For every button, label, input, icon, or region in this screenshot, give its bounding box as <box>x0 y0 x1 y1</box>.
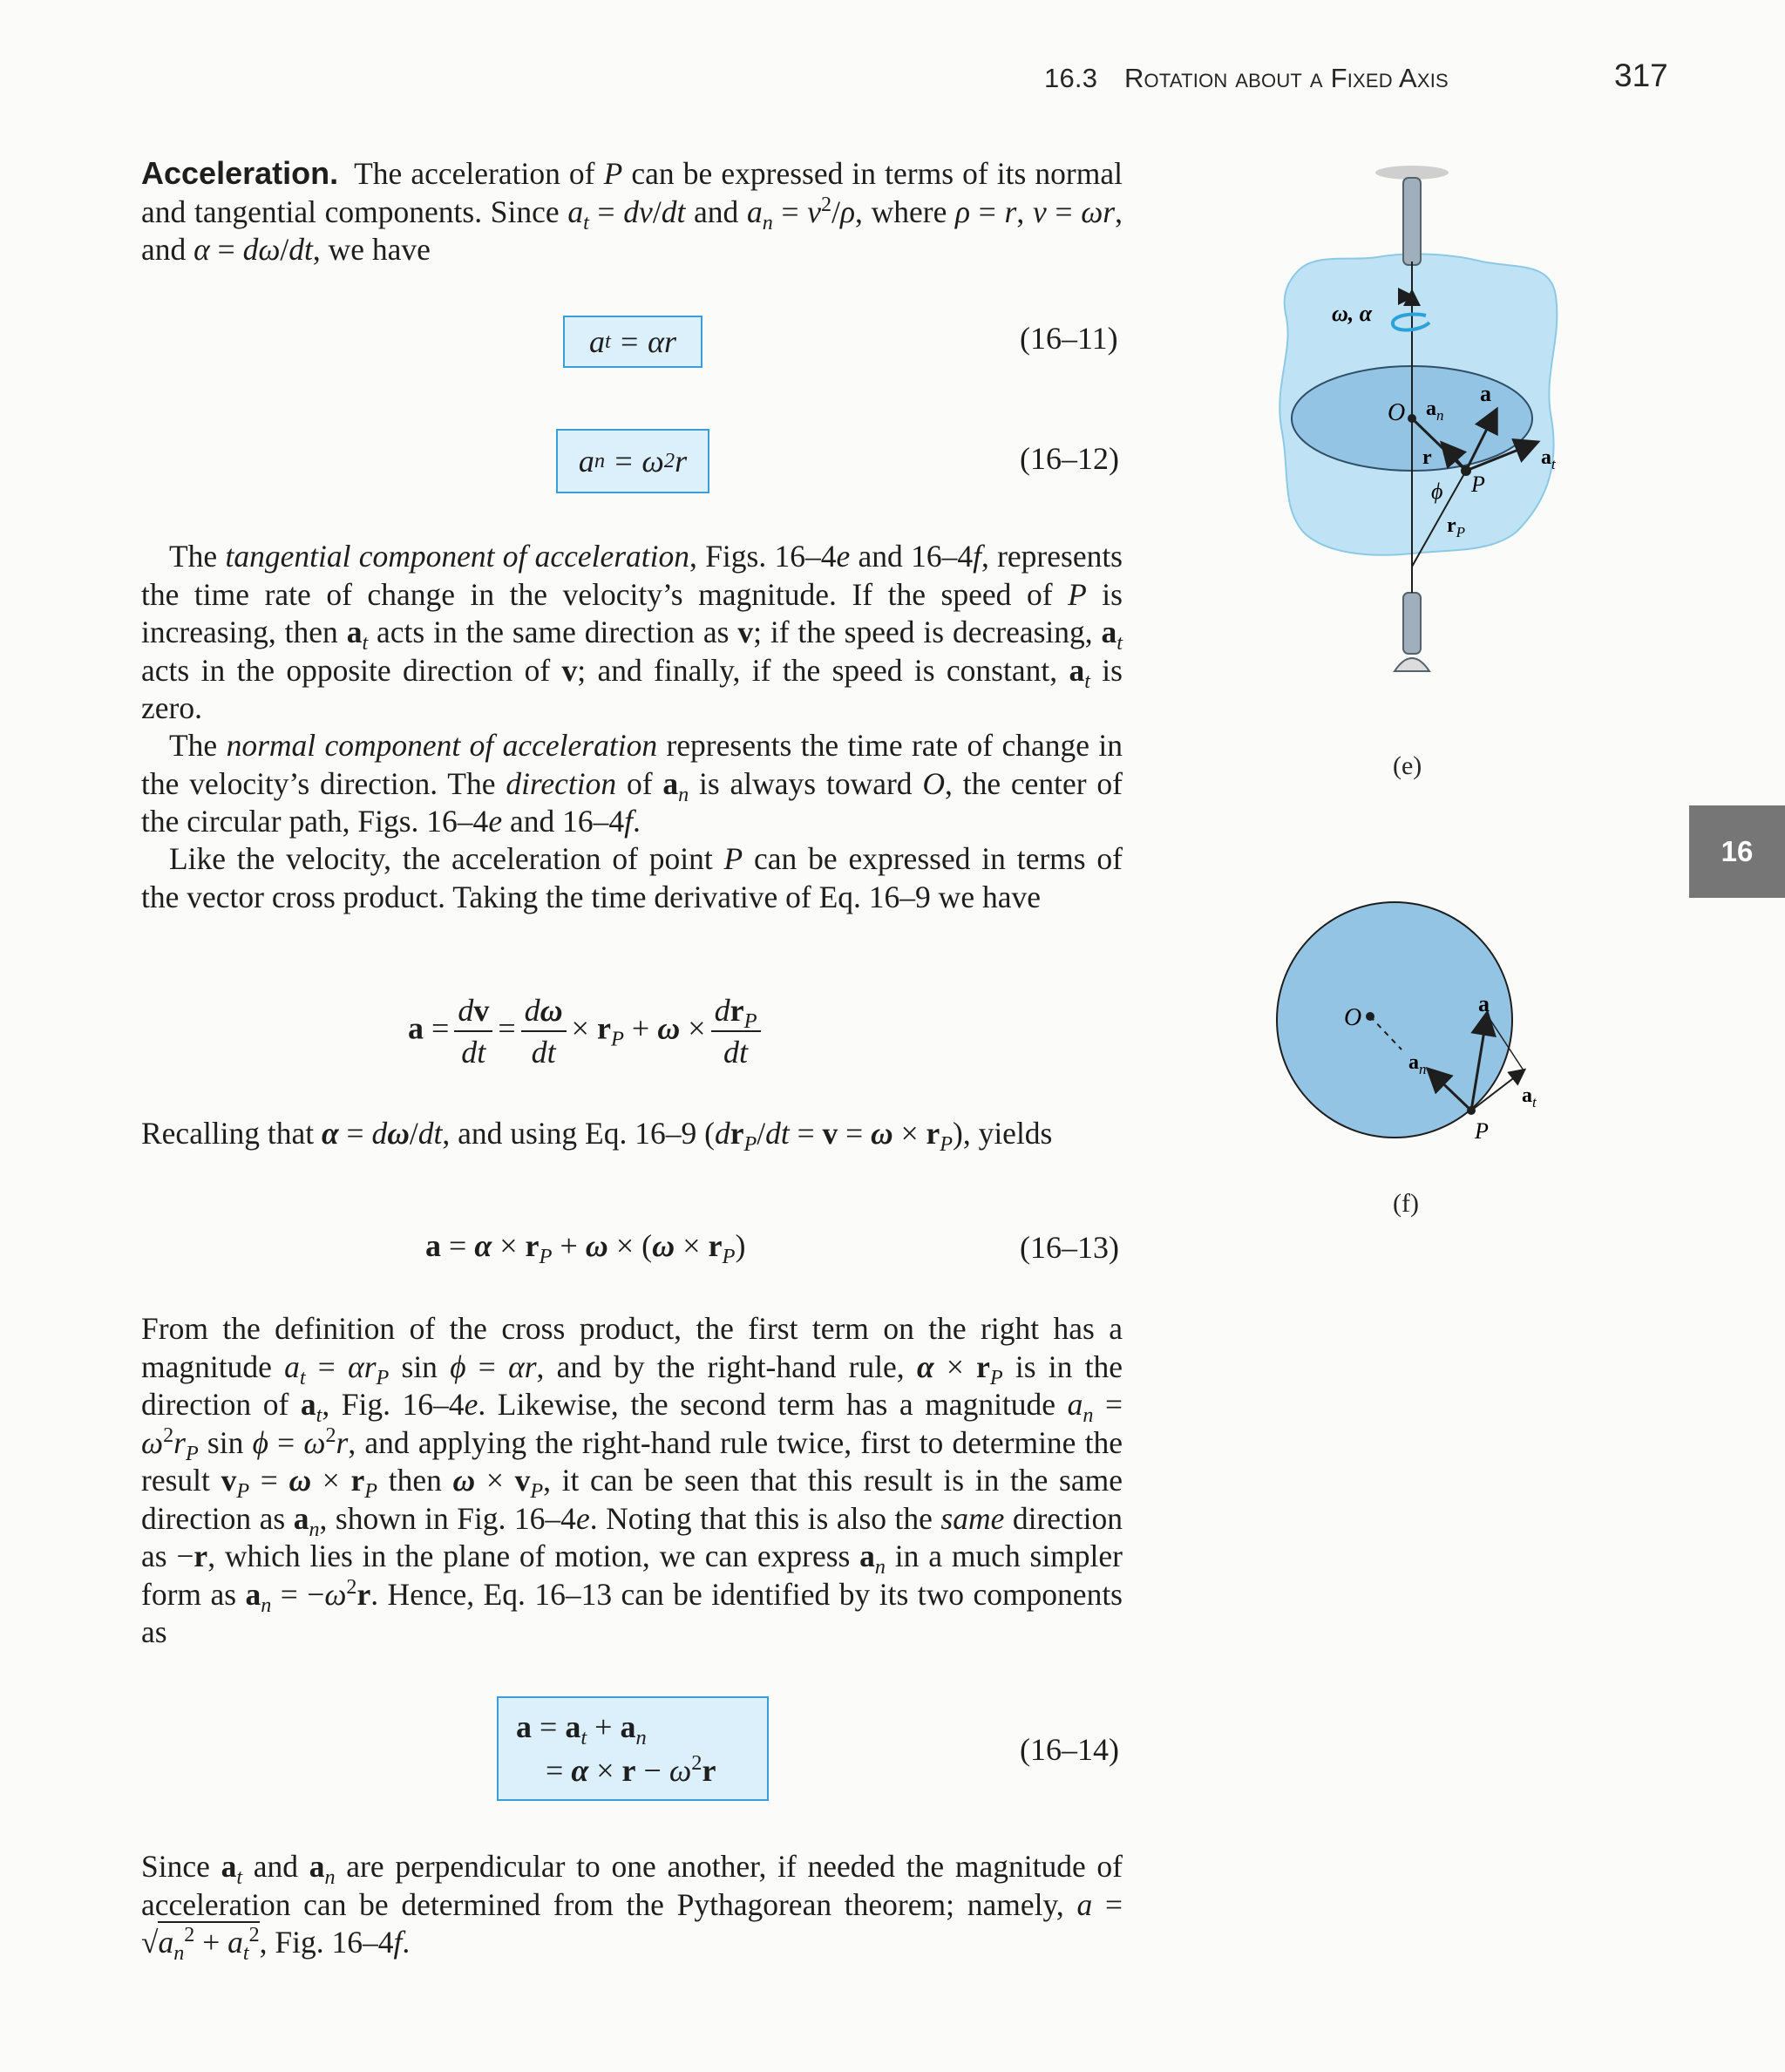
at-label: $a_t$ <box>1522 1084 1537 1111</box>
equation-number-16-14: (16–14) <box>1020 1732 1119 1767</box>
point-P-dot <box>1461 465 1471 476</box>
normal-paragraph: The normal component of acceleration represents the time rate of change in the velocity’s direction. The direction of $a_n$ is always toward O, the center of the circular path, Figs. 16–4e and 16–4f. <box>141 728 1123 839</box>
circular-path-disk <box>1277 902 1512 1138</box>
P-label: P <box>1471 472 1485 497</box>
running-header <box>1044 63 1449 94</box>
an-label: $a_n$ <box>1408 1051 1427 1077</box>
r-label: r <box>1422 446 1432 469</box>
page-number: 317 <box>1614 58 1668 93</box>
section-title: Rotation about a Fixed Axis <box>1123 63 1449 93</box>
P-label: P <box>1475 1118 1489 1144</box>
bottom-shaft <box>1403 593 1421 654</box>
equation-number-16-11: (16–11) <box>1020 321 1118 356</box>
tangential-paragraph: The tangential component of acceleration, Figs. 16–4e and 16–4f, represents the time rate of change in the velocity’s magnitude. If the speed of P is increasing, then $a_t$ acts in the same direction as v; if the speed is decreasing, $a_t$ acts in the opposite direction of v; and finally, if the speed is constant, $a_t$ is zero. <box>141 539 1123 725</box>
acceleration-heading: Acceleration. <box>141 155 339 191</box>
phi-label: ϕ <box>1431 479 1443 504</box>
omega-alpha-label: ω, α <box>1332 301 1373 326</box>
at-label: $a_t$ <box>1541 446 1556 472</box>
an-label: $a_n$ <box>1426 397 1444 424</box>
equation-16-11: a t = αr <box>563 316 702 368</box>
pythagorean-paragraph: Since $a_t$ and $a_n$ are perpendicular to one another, if needed the magnitude of acceleration can be determined from the Pythagorean theorem; namely, $a = √a_n^2 + a_t^2$, Fig. 16–4f. <box>141 1849 1123 1966</box>
point-P-dot <box>1467 1106 1476 1115</box>
figure-e-caption: (e) <box>1393 751 1422 780</box>
rP-label: $r_P$ <box>1447 514 1466 540</box>
equation-16-12: a n = ω 2 r <box>556 429 709 493</box>
bottom-support <box>1395 658 1429 671</box>
O-label: O <box>1388 399 1406 426</box>
point-O-dot <box>1408 414 1416 423</box>
figure-e <box>1255 157 1586 715</box>
a-label: a <box>1478 991 1490 1016</box>
a-label: a <box>1480 381 1491 406</box>
intro-paragraph: Acceleration. The acceleration of P can be expressed in terms of its normal and tangential components. Since $a_t = dv/dt$ and $a_n = v^2/\rho$, where ρ = r, v = ωr, and α = dω/dt, we have <box>141 155 1123 267</box>
point-O-dot <box>1366 1012 1374 1021</box>
section-number: 16.3 <box>1044 63 1098 93</box>
recalling-paragraph: Recalling that α = dω/dt, and using Eq. 16–9 $(dr_P/dt = v = \omega \times r_P)$, yields <box>141 1116 1053 1157</box>
O-label: O <box>1344 1004 1362 1031</box>
equation-number-16-13: (16–13) <box>1020 1230 1119 1265</box>
equation-16-13: $a = \alpha \times r_P + \omega \times (\omega \times r_P)$ <box>425 1228 746 1269</box>
chapter-tab: 16 <box>1689 805 1785 898</box>
figure-f-caption: (f) <box>1393 1189 1419 1218</box>
derivative-equation: a = $\frac{dv}{dt}$ = $\frac{d\omega}{dt}$ × $r_P + \omega$ × $\frac{dr_P}{dt}$ <box>408 992 766 1070</box>
equation-number-16-12: (16–12) <box>1020 441 1119 476</box>
equation-16-14: $a = a_t + a_n$ = $\alpha \times r - \omega^2r$ <box>497 1696 769 1801</box>
top-shaft <box>1403 178 1421 265</box>
definition-paragraph: From the definition of the cross product, the first term on the right has a magnitude $a_t = \alpha r_P$ sin ϕ = αr, and by the right-hand rule, $\alpha \times r_P$ is in the direction of $a_t$, Fig. 16–4e. Likewise, the second term has a magnitude $a_n = \omega^2r_P$ $\sin \phi = \omega^2r$, and applying the right-hand rule twice, first to determine the result $v_P = \omega \times r_P$ then $\omega \times v_P$, it can be seen that this result is in the same direction as $a_n$, shown in Fig. 16–4e. Noting that this is also the same direction as −r, which lies in the plane of motion, we can express $a_n$ in a much simpler form as $a_n = -\omega^2r$. Hence, Eq. 16–13 can be identified by its two components as <box>141 1311 1123 1649</box>
figure-f <box>1273 889 1537 1151</box>
cross-product-paragraph: Like the velocity, the acceleration of point P can be expressed in terms of the vector cross product. Taking the time derivative of Eq. 16–9 we have <box>141 841 1123 914</box>
